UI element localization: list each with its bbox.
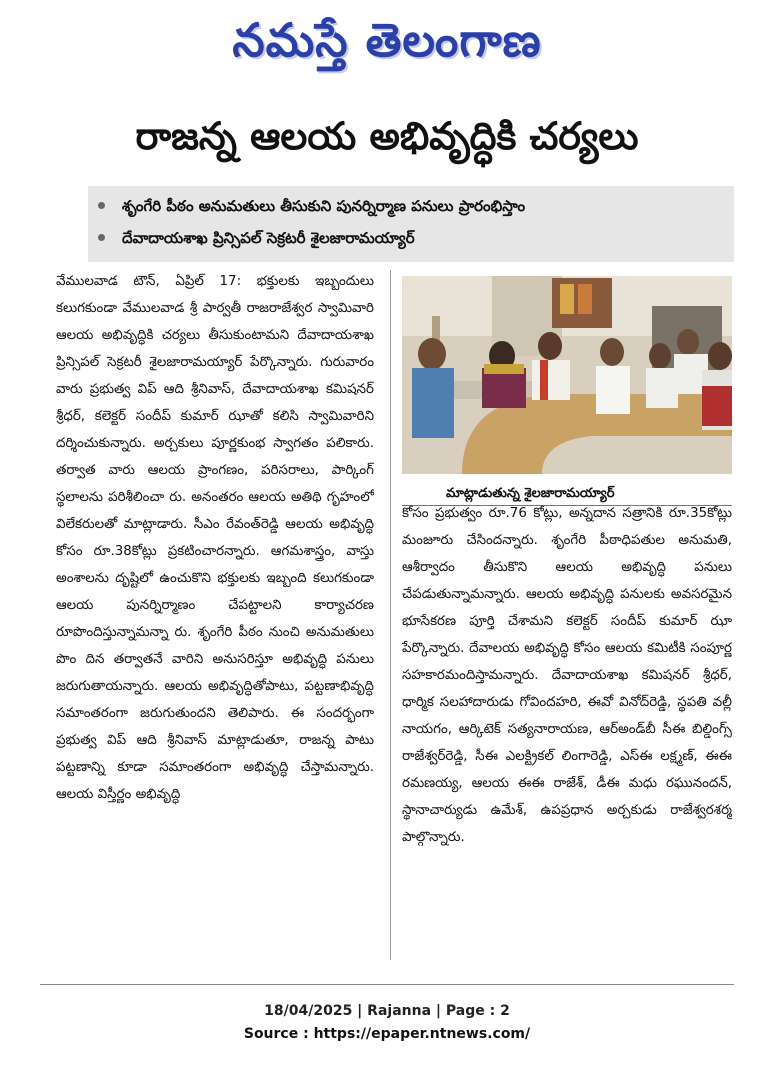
headline: రాజన్న ఆలయ అభివృద్ధికి చర్యలు [135, 114, 639, 158]
meeting-photo [402, 276, 732, 474]
photo-caption: మాట్లాడుతున్న శైలజారామయ్యార్ [402, 482, 732, 506]
subhead-1-text: శృంగేరి పీఠం అనుమతులు తీసుకుని పునర్నిర్మాణ పనులు ప్రారంభిస్తాం [122, 197, 526, 215]
masthead [0, 8, 774, 72]
subhead-2-text: దేవాదాయశాఖ ప్రిన్సిపల్ సెక్రటరీ శైలజారామయ్యార్ [122, 229, 415, 247]
subhead-2 [88, 222, 734, 254]
article-right-column: కోసం ప్రభుత్వం రూ.76 కోట్లు, అన్నదాన సత్రానికి రూ.35కోట్లు మంజూరు చేసిందన్నారు. శృంగేరి పీఠాధిపతుల అనుమతి, ఆశీర్వాదం తీసుకొని ఆలయ అభివృద్ధి పనులు చేపడుతున్నామన్నారు. ఆలయ అభివృద్ధి పనులకు అవసరమైన భూసేకరణ పూర్తి చేశామని కలెక్టర్ సందీప్ కుమార్ ఝా పేర్కొన్నారు. దేవాలయ అభివృద్ధి కోసం ఆలయ కమిటీకి సంపూర్ణ సహకారమందిస్తామన్నారు. దేవాదాయశాఖ కమిషనర్ శ్రీధర్, ధార్మిక సలహాదారుడు గోవిందహరి, ఈవో వినోద్‌రెడ్డి, స్థపతి వల్లీ నాయగం, ఆర్కిటెక్ సత్యనారాయణ, ఆర్అండ్‌బీ సీఈ బిల్డింగ్స్ రాజేశ్వర్‌రెడ్డి, సీఈ ఎలక్ట్రికల్ లింగారెడ్డి, ఎస్ఈ లక్ష్మణ్, ఈఈ రమణయ్య, ఆలయ ఈఈ రాజేశ్, డీఈ మధు రఘునందన్, స్థానాచార్యుడు ఉమేశ్, ఉపప్రధాన అర్చకుడు రాజేశ్వరశర్మ పాల్గొన్నారు. [402, 506, 732, 845]
bullet-icon [98, 234, 105, 241]
footer-date-line: 18/04/2025 | Rajanna | Page : 2 [264, 1003, 510, 1019]
footer-rule [40, 984, 734, 985]
news-photo [402, 276, 732, 474]
subhead-1 [88, 190, 734, 222]
article-left-column: వేములవాడ టౌన్, ఏప్రిల్ 17: భక్తులకు ఇబ్బందులు కలుగకుండా వేములవాడ శ్రీ పార్వతీ రాజరాజేశ్వర స్వామివారి ఆలయ అభివృద్ధికి చర్యలు తీసుకుంటామని దేవాదాయశాఖ ప్రిన్సిపల్ సెక్రటరీ శైలజారామయ్యార్ పేర్కొన్నారు. గురువారం వారు ప్రభుత్వ విప్ ఆది శ్రీనివాస్, దేవాదాయశాఖ కమిషనర్ శ్రీధర్, కలెక్టర్ సందీప్ కుమార్ ఝాతో కలిసి స్వామివారిని దర్శించుకున్నారు. అర్చకులు పూర్ణకుంభ స్వాగతం పలికారు. తర్వాత వారు ఆలయ ప్రాంగణం, పరిసరాలు, పార్కింగ్ స్థలాలను పరిశీలించా రు. అనంతరం ఆలయ అతిథి గృహంలో విలేకరులతో మాట్లాడారు. సీఎం రేవంత్‌రెడ్డి ఆలయ అభివృద్ధి కోసం రూ.38కోట్లు ప్రకటించారన్నారు. ఆగమశాస్త్రం, వాస్తు అంశాలను దృష్టిలో ఉంచుకొని భక్తులకు ఇబ్బంది కలుగకుండా ఆలయ పునర్నిర్మాణం చేపట్టాలని కార్యాచరణ రూపొందిస్తున్నామన్నా రు. శృంగేరి పీఠం నుంచి అనుమతులు పొం దిన తర్వాతనే వారిని అనుసరిస్తూ అభివృద్ధి పనులు జరుగుతాయన్నారు. ఆలయ అభివృద్ధితోపాటు, పట్టణాభివృద్ధి సమాంతరంగా జరుగుతుందని తెలిపారు. ఈ సందర్భంగా ప్రభుత్వ విప్ ఆది శ్రీనివాస్ మాట్లాడుతూ, రాజన్న పాటు పట్టణాన్ని కూడా సమాంతరంగా అభివృద్ధి చేస్తామన్నారు. ఆలయ విస్తీర్ణం అభివృద్ధి [56, 274, 374, 802]
footer-source-line: Source : https://epaper.ntnews.com/ [243, 1026, 531, 1042]
masthead-title: నమస్తే తెలంగాణ [232, 13, 542, 67]
column-divider [390, 270, 391, 960]
subheads-box [88, 186, 734, 262]
bullet-icon [98, 202, 105, 209]
